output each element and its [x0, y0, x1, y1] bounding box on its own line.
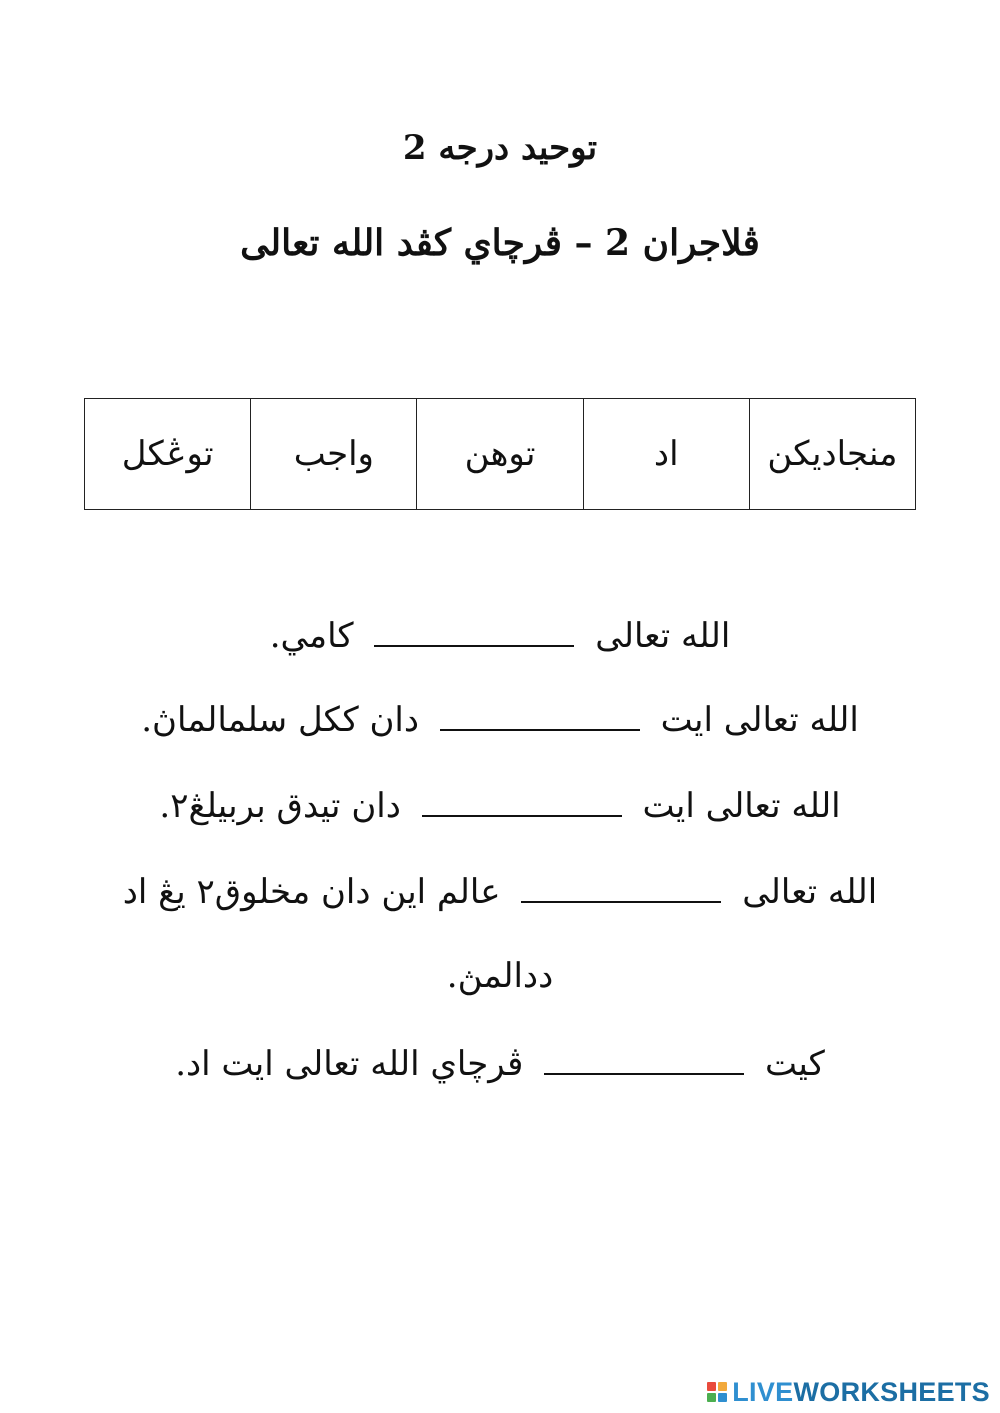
- brand-worksheets-text: WORKSHEETS: [793, 1376, 990, 1407]
- word-bank-cell[interactable]: توڠكل: [85, 399, 251, 510]
- question-4: [100, 868, 900, 916]
- question-text-before: الله تعالى: [742, 872, 878, 912]
- lesson-subtitle: ڤلاجران 2 – ڤرچاي كڤد الله تعالى: [240, 222, 760, 264]
- question-text-after: دان تيدق بربيلڠ٢.: [159, 786, 401, 826]
- word-bank-cell[interactable]: توهن: [417, 399, 583, 510]
- question-text-before: كيت: [764, 1044, 825, 1084]
- worksheet-title: توحيد درجه 2: [402, 128, 598, 168]
- question-text-before: الله تعالى: [595, 616, 731, 656]
- question-text-after: ڤرچاي الله تعالى ايت اد.: [175, 1044, 524, 1084]
- question-text-after: كامي.: [269, 616, 354, 656]
- word-bank-row: [85, 399, 916, 510]
- logo-tile: [718, 1393, 727, 1402]
- logo-tile: [718, 1382, 727, 1391]
- word-bank-cell[interactable]: منجاديكن: [749, 399, 915, 510]
- question-text-before: الله تعالى ايت: [660, 700, 859, 740]
- logo-tile: [707, 1382, 716, 1391]
- answer-blank-1[interactable]: [374, 615, 574, 647]
- word-bank-table: [84, 398, 916, 510]
- question-2: [100, 696, 900, 744]
- brand-live-text: LIVE: [732, 1376, 794, 1407]
- question-1: [100, 612, 900, 660]
- answer-blank-3[interactable]: [422, 785, 622, 817]
- question-5: [100, 1040, 900, 1088]
- question-3: [100, 782, 900, 830]
- word-bank-cell[interactable]: اد: [583, 399, 749, 510]
- liveworksheets-watermark: [707, 1376, 990, 1408]
- liveworksheets-logo-icon: [707, 1382, 727, 1402]
- question-4-continuation: ددالمڽ.: [446, 956, 554, 996]
- answer-blank-5[interactable]: [544, 1043, 744, 1075]
- answer-blank-2[interactable]: [440, 699, 640, 731]
- question-text-after: دان ككل سلمالماڽ.: [141, 700, 420, 740]
- answer-blank-4[interactable]: [521, 871, 721, 903]
- logo-tile: [707, 1393, 716, 1402]
- question-text-after: عالم اين دان مخلوق٢ يڠ اد: [122, 872, 501, 912]
- word-bank-cell[interactable]: واجب: [251, 399, 417, 510]
- question-text-before: الله تعالى ايت: [642, 786, 841, 826]
